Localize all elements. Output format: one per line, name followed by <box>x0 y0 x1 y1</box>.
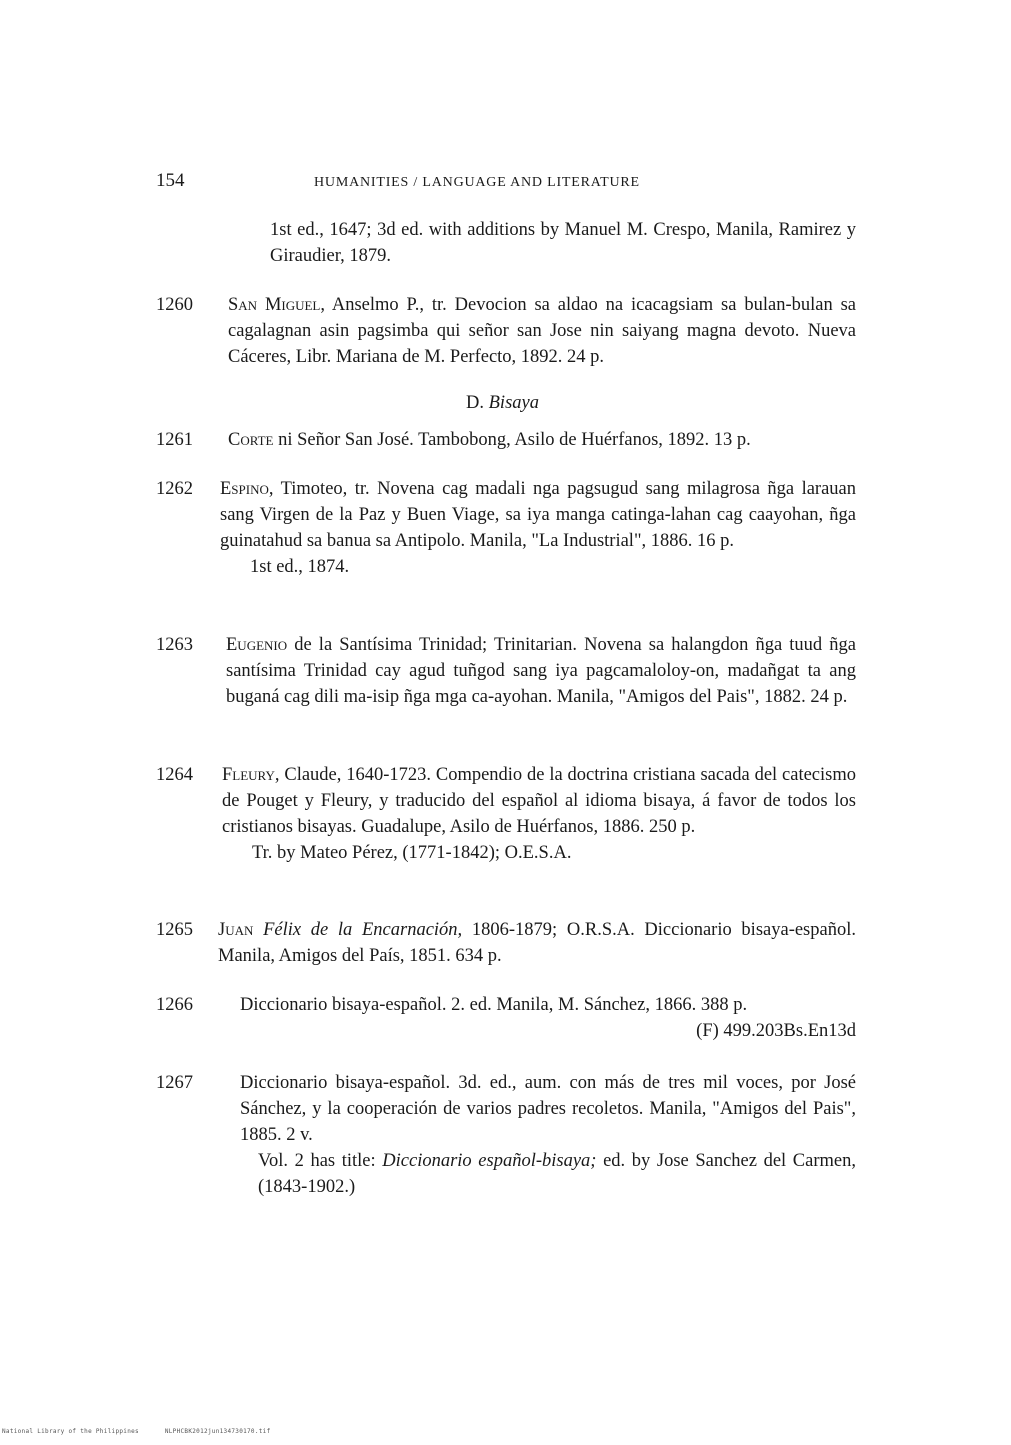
entry-author: San Miguel <box>228 295 321 315</box>
entry-number: 1264 <box>156 765 193 785</box>
entry-number: 1263 <box>156 635 193 655</box>
entry-rest: , Anselmo P., tr. Devocion sa aldao na icacagsiam sa bulan-bulan sa cagalagnan asin pagsimba qui señor san Jose nin saiyang magna devoto. Nueva Cáceres, Libr. Mariana de M. Perfecto, 1892. 24 p. <box>228 295 856 367</box>
entry-note: 1st ed., 1874. <box>250 557 350 577</box>
entry-rest: 1806-1879; O.R.S.A. Diccionario bisaya-español. Manila, Amigos del País, 1851. 634 p. <box>218 920 856 966</box>
entry-number: 1267 <box>156 1073 193 1093</box>
entry-rest: , Timoteo, tr. Novena cag madali nga pagsugud sang milagrosa ñga larauan sang Virgen de la Paz y Buen Viage, sa iya manga catinga-lahan cag caayohan, ñga guinatahud sa banua sa Antipolo. Manila, "La Industrial", 1886. 16 p. <box>220 479 856 551</box>
entry-number: 1261 <box>156 430 193 450</box>
entry-text <box>240 992 856 1044</box>
entry-author: Juan <box>218 920 254 940</box>
note-suffix: ed. by Jose Sanchez del Carmen, (1843-1902.) <box>258 1151 856 1197</box>
footer-right: NLPHCBK2012jun134730170.tif <box>164 1428 271 1435</box>
entry-author: Corte <box>228 430 274 450</box>
continuation-text: 1st ed., 1647; 3d ed. with additions by Manuel M. Crespo, Manila, Ramirez y Giraudier, 1879. <box>270 220 856 266</box>
entry-rest: ni Señor San José. Tambobong, Asilo de Huérfanos, 1892. 13 p. <box>273 430 751 450</box>
entry-rest: de la Santísima Trinidad; Trinitarian. Novena sa halangdon ñga tuud ñga santísima Trinidad cay agud tuñgod sang iya pagcamaloloy-on, madañgat ta ang buganá cag dili ma-isip ñga mga ca-ayohan. Manila, "Amigos del Pais", 1882. 24 p. <box>226 635 856 707</box>
entry-text <box>228 292 856 370</box>
section-title: Bisaya <box>488 393 539 413</box>
note-italic: Diccionario español-bisaya; <box>382 1151 597 1171</box>
entry-text <box>222 762 856 866</box>
entry-number: 1262 <box>156 479 193 499</box>
entry-number: 1265 <box>156 920 193 940</box>
entry-author: Espino <box>220 479 269 499</box>
entry-number: 1266 <box>156 995 193 1015</box>
entry-rest: , Claude, 1640-1723. Compendio de la doctrina cristiana sacada del catecismo de Pouget y Fleury, y traducido del español al idioma bisaya, á favor de todos los cristianos bisayas. Guadalupe, Asilo de Huérfanos, 1886. 250 p. <box>222 765 856 837</box>
entry-text <box>226 632 856 710</box>
entry-author: Fleury <box>222 765 275 785</box>
entry-note <box>258 1148 856 1200</box>
section-label: D. <box>466 393 484 413</box>
entry-rest: Diccionario bisaya-español. 2. ed. Manila, M. Sánchez, 1866. 388 p. <box>240 995 748 1015</box>
entry-italic: Félix de la Encarnación, <box>253 920 463 940</box>
entry-text <box>228 427 856 453</box>
call-number: (F) 499.203Bs.En13d <box>696 1021 856 1041</box>
entry-author: Eugenio <box>226 635 288 655</box>
entry-number: 1260 <box>156 295 193 315</box>
running-head: HUMANITIES / LANGUAGE AND LITERATURE <box>314 175 640 190</box>
entry-rest: Diccionario bisaya-español. 3d. ed., aum. con más de tres mil voces, por José Sánchez, y la cooperación de varios padres recoletos. Manila, "Amigos del Pais", 1885. 2 v. <box>240 1073 856 1145</box>
entry-text <box>240 1070 856 1200</box>
scan-footer <box>2 1419 293 1445</box>
note-prefix: Vol. 2 has title: <box>258 1151 383 1171</box>
section-heading <box>466 390 539 416</box>
entry-text <box>220 476 856 580</box>
page-header <box>156 168 856 196</box>
footer-left: National Library of the Philippines <box>2 1428 139 1435</box>
entry-text <box>218 917 856 969</box>
page-number: 154 <box>156 170 185 191</box>
entry-note: Tr. by Mateo Pérez, (1771-1842); O.E.S.A. <box>252 843 572 863</box>
